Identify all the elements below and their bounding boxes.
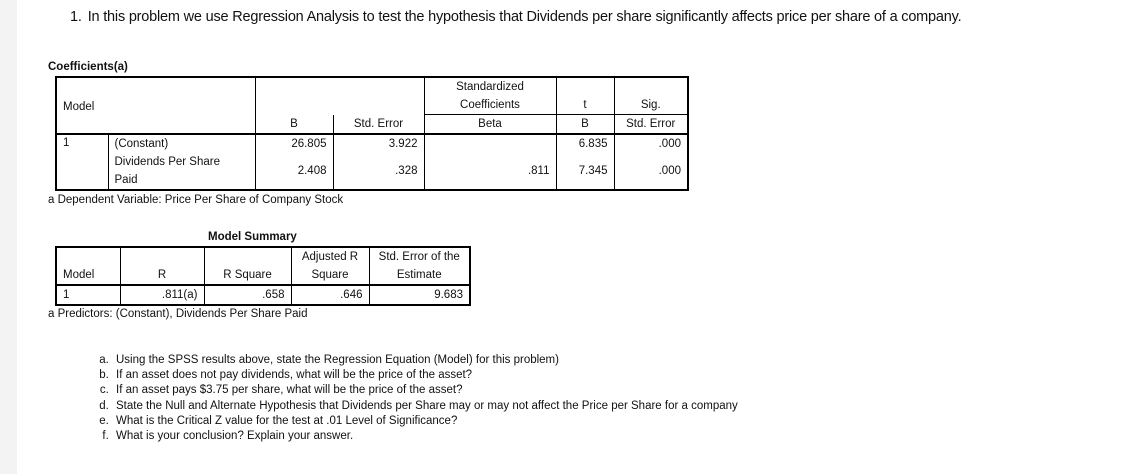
header-t-sub: B [556, 115, 614, 135]
header-model: Model [56, 77, 255, 115]
question-b: b. If an asset does not pay dividends, what will be the price of the asset? [112, 368, 738, 383]
header-model: Model [56, 266, 120, 285]
header-see-2: Estimate [369, 266, 470, 285]
summary-std-error-estimate: 9.683 [434, 289, 463, 301]
problem-text: In this problem we use Regression Analysis to test the hypothesis that Dividends per share significantly affects price per share of a company. [87, 9, 962, 25]
model-summary-title: Model Summary [208, 231, 297, 243]
header-adjusted-2: Square [291, 266, 369, 285]
sig-constant: .000 [658, 138, 681, 150]
summary-r: .811(a) [120, 285, 204, 305]
header-standardized-2: Coefficients [424, 96, 556, 115]
header-see-1: Std. Error of the [378, 251, 460, 263]
table-row [56, 285, 470, 305]
question-f: f. What is your conclusion? Explain your answer. [112, 429, 738, 444]
left-margin-bar [0, 0, 17, 474]
summary-r-square: .658 [204, 285, 291, 305]
header-b: B [255, 115, 333, 135]
summary-adjusted-r-square: .646 [291, 285, 369, 305]
coefficients-table [55, 76, 689, 191]
sig-dividends: .000 [658, 165, 681, 177]
table-row [56, 134, 688, 153]
t-dividends: 7.345 [556, 153, 614, 190]
header-adjusted-1: Adjusted R [291, 247, 369, 266]
question-list [74, 353, 738, 444]
beta-constant [424, 134, 556, 153]
beta-dividends: .811 [424, 153, 556, 190]
row-label-dividends-1: Dividends Per Share [108, 153, 255, 171]
b-dividends: 2.408 [255, 153, 333, 190]
problem-statement [70, 9, 961, 25]
model-number: 1 [56, 134, 108, 190]
coefficients-title: Coefficients(a) [48, 61, 128, 73]
problem-number: 1. [70, 9, 82, 25]
header-r: R [120, 266, 204, 285]
header-sig-sub: Std. Error [614, 115, 688, 135]
header-sig: Sig. [614, 96, 688, 115]
header-beta: Beta [424, 115, 556, 135]
summary-model-number: 1 [56, 285, 120, 305]
header-standardized-1: Standardized [424, 77, 556, 96]
question-e: e. What is the Critical Z value for the test at .01 Level of Significance? [112, 414, 738, 429]
coefficients-footnote: a Dependent Variable: Price Per Share of Company Stock [48, 194, 344, 206]
model-summary-footnote: a Predictors: (Constant), Dividends Per Share Paid [48, 308, 308, 320]
header-r-square: R Square [204, 266, 291, 285]
row-label-constant: (Constant) [108, 134, 255, 153]
table-row [56, 153, 688, 171]
t-constant: 6.835 [556, 134, 614, 153]
question-a: a. Using the SPSS results above, state the Regression Equation (Model) for this problem) [112, 353, 738, 368]
std-error-constant: 3.922 [333, 134, 424, 153]
row-label-dividends-2: Paid [108, 171, 255, 190]
model-summary-table [55, 246, 471, 306]
header-std-error: Std. Error [333, 115, 424, 135]
question-d: d. State the Null and Alternate Hypothesis that Dividends per Share may or may not affect the Price per Share for a company [112, 399, 738, 414]
header-t: t [556, 96, 614, 115]
question-c: c. If an asset pays $3.75 per share, what will be the price of the asset? [112, 383, 738, 398]
b-constant: 26.805 [255, 134, 333, 153]
std-error-dividends: .328 [333, 153, 424, 190]
